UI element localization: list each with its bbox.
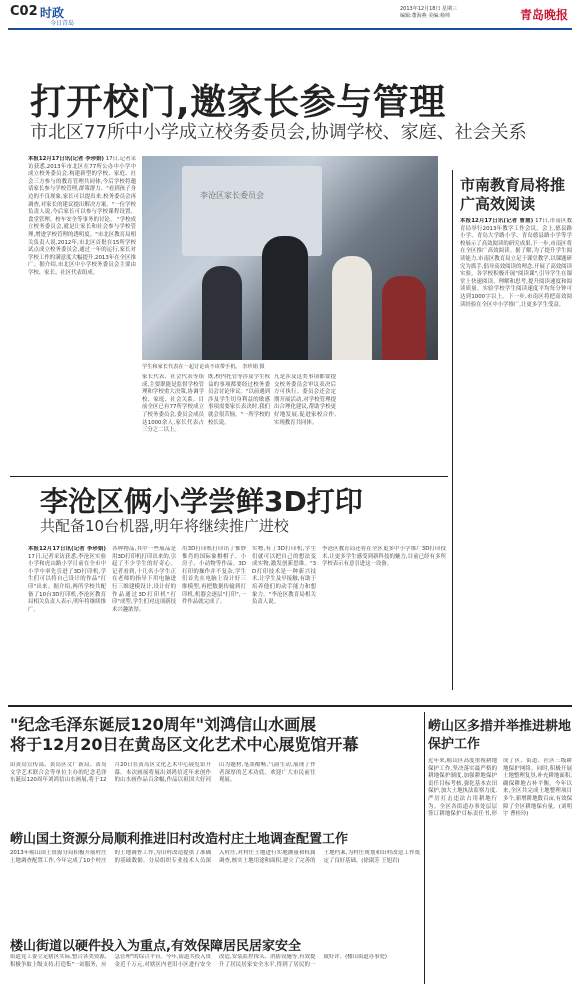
story4-headline: 崂山国土资源分局顺利推进旧村改造村庄土地调查配置工作 bbox=[10, 832, 349, 847]
section-code: C02 bbox=[10, 4, 38, 19]
photo-person-3 bbox=[332, 256, 372, 360]
photo-banner-text: 李沧区家长委员会 bbox=[200, 191, 264, 200]
story2-byline: 本报12月17日讯(记者 李珍娟) bbox=[28, 546, 106, 552]
photo-person-2 bbox=[262, 236, 308, 360]
section-subtitle: 今日青岛 bbox=[50, 20, 75, 27]
story2-text-1: 17日,记者采访获悉,李沧区实验小学和虎山路小学日前在全市中小学中率先引进了3D打印机,学生们可以将自己设计的作品"打印"出来。据介绍,两所学校共配备了10台3D打印机,李沧区教育局相关负责人表示,明年将继续推广。 bbox=[28, 553, 106, 613]
story2-subheadline: 共配备10台机器,明年将继续推广进校 bbox=[40, 517, 289, 535]
lead-text-2: "学校成立校务委员会,就是让家长和社会参与学校管理,增进学校管理的透明度。"市北区教育局相关负责人说,2012年,市北区首批在15所学校试点成立校务委员会,通过一年的运行,家长对学校工作的满意度大幅提升,2013年在全区推广。据介绍,市北区中小学校务委员会主要由学校、家长、社区代表组成。 bbox=[28, 216, 136, 276]
sidebar-body bbox=[460, 218, 572, 698]
lead-photo bbox=[142, 156, 438, 360]
issue-meta bbox=[400, 6, 510, 20]
issue-editors: 编辑:董海燕 美编:杨帅 bbox=[400, 13, 450, 19]
lead-column-1 bbox=[28, 156, 136, 472]
sidebar-headline: 市南教育局将推广高效阅读 bbox=[460, 176, 566, 213]
right-divider bbox=[424, 712, 425, 984]
photo-person-4 bbox=[382, 276, 426, 360]
lead-text-1: 17日,记者采访获悉,2013年市北区在77所公办中小学中成立校务委员会,构建新型的学校、家庭、社会三方参与的教育管理共同体,今后学校将邀请家长参与学校管理,群策群力。"看到孩子身边的不良现象,家长可以提出来,校务委员会再调查,对家长的建议提出解决方案。"一位学校负责人说,今后家长可以参与学校课程设置、食堂管理、校车安全等事务的讨论。 bbox=[28, 156, 136, 223]
photo-person-1 bbox=[202, 266, 242, 360]
right-story-headline: 崂山区多措并举推进耕地保护工作 bbox=[428, 719, 572, 752]
lead-column-5: 凡是涉及这类事项都要提交校务委员会审议表决后方可执行。委员会还会定期开展活动,对学校管理提出合理化建议,帮助学校更好地发展,促进家校合作,实现教育共同体。 bbox=[274, 374, 336, 426]
story2-column-2: 各种物品,其中一些展品是用3D打印机打印出来的,引起了不少学生的好奇心。记者看到,十几名小学生正在老师的指导下用电脑进行三维建模设计,设计好的作品通过3D打印机"打印"成型,学生们对这项新技术兴趣浓厚。 bbox=[112, 546, 176, 613]
issue-date: 2013年12月18日 星期三 bbox=[400, 6, 458, 12]
story2-column-1 bbox=[28, 546, 106, 696]
story2-column-5: 李沧区教育局还将在全区更多中小学推广3D打印技术,让更多学生感受到新科技的魅力,目前已经有多所学校表示有意引进这一设备。 bbox=[322, 546, 446, 568]
story2-headline: 李沧区俩小学尝鲜3D打印 bbox=[40, 485, 363, 518]
story3-headline bbox=[10, 715, 430, 755]
story4-body: 2013年崂山国土资源分局积极开展村庄土地调查配置工作,今年完成了10个村庄的土地调查工作,为旧村改造提供了准确的基础数据。分局组织专业技术人员深入村庄,对村庄土地进行实地测量和权属调查,核实土地用途和面积,建立了完善的土地档案,为村庄规划和旧村改造工作奠定了良好基础。(徐淑芳 王旭岩) bbox=[10, 850, 420, 864]
story2-top-rule bbox=[10, 476, 448, 477]
story2-column-4: 实物,有了3D打印机,学生们就可以把自己的想法变成实物,激发创新思维。"3D打印技术是一种新兴技术,让学生及早接触,有助于培养他们的动手能力和想象力。"李沧区教育局相关负责人说。 bbox=[252, 546, 316, 606]
right-story-body: 近年来,崂山区高度重视耕地保护工作,坚决落实最严格的耕地保护制度,加强耕地保护责任目标考核,强化基本农田保护,加大土地执法监察力度,严厉打击违法占用耕地行为。全区各街道办事处层层签订耕地保护目标责任书,形成了区、街道、社区三级耕地保护网络。同时,积极开展土地整理复垦,补充耕地面积,确保耕地占补平衡。今年以来,全区共完成土地整理项目多个,新增耕地数百亩,有效保障了全区耕地保有量。(刘明宇 曹桂玲) bbox=[428, 758, 572, 818]
story3-headline-line2: 将于12月20日在黄岛区文化艺术中心展览馆开幕 bbox=[10, 735, 359, 754]
story3-body: 由黄岛宣传部、黄岛区文广新局、黄岛文学艺术联合会等单位主办的纪念毛泽东诞辰120周年刘鸿信山水画展,将于12月20日在黄岛区文化艺术中心展览馆开幕。本次画展将展出刘鸿信近年来创作的山水画作品百余幅,作品以祖国大好河山为题材,笔墨酣畅,气韵生动,展现了作者深厚的艺术功底。欢迎广大市民前往观展。 bbox=[10, 762, 316, 784]
header-rule bbox=[8, 28, 572, 30]
lead-column-4: 既,校内托管等涉及学生权益的事项都要经过校务委员会讨论审议。"以前遇到涉及学生切身利益的敏感事项需要家长表决时,我们就会很苦恼。"一所学校的校长说。 bbox=[208, 374, 270, 426]
section-rule bbox=[8, 705, 572, 707]
sidebar-divider bbox=[452, 170, 453, 690]
story3-headline-line1: "纪念毛泽东诞辰120周年"刘鸿信山水画展 bbox=[10, 715, 317, 734]
story5-headline: 楼山街道以硬件投入为重点,有效保障居民居家安全 bbox=[10, 939, 301, 954]
lead-column-3: 家长代表、社会代表等组成,主要职能是监督学校管理和学校重大决策,协调学校、家庭、社会关系。目前全区已有77所学校成立了校务委员会,委员会成员达1000余人,家长代表占三分之二以上。 bbox=[142, 374, 204, 434]
photo-caption: 学生和家长代表在一起讨论该不该带手机。 李珍娟 摄 bbox=[142, 364, 265, 370]
newspaper-logo: 青岛晚报 bbox=[520, 8, 569, 22]
story2-column-3: 用3D打印机打印出了惟妙惟肖的国际象棋棋子、小房子、小动物等作品。3D打印的操作并不复杂,学生们首先在电脑上设计好三维模型,再把数据传输到打印机,机器会逐层"打印",一件作品就完成了。 bbox=[182, 546, 246, 606]
sidebar-byline: 本报12月17日讯(记者 曹慧) bbox=[460, 218, 534, 224]
lead-headline: 打开校门,邀家长参与管理 bbox=[30, 82, 446, 123]
lead-subheadline: 市北区77所中小学成立校务委员会,协调学校、家庭、社会关系 bbox=[30, 122, 527, 143]
lead-byline: 本报12月17日讯(记者 李珍娟) bbox=[28, 156, 105, 162]
story5-body: 街道党工委立足辖区实际,整合各类资源,积极争取上级支持,打造集"一站服务、应急管理"的综合平台。今年,街道共投入资金近千万元,对辖区内老旧小区进行安全改造,安装监控探头、消防设施等,有效提升了居民居家安全水平,得到了居民的一致好评。(楼山街道办事处) bbox=[10, 954, 388, 968]
sidebar-text: 17日,市南区教育局举行2013年教学工作会议。会上,德县路小学、青岛大学路小学、青岛德县路小学等学校展示了高效阅读的研究成果,下一步,市南区将在全区推广高效阅读。据了解,为了提升学生阅读能力,市南区教育局立足于课堂教学,以课题研究为抓手,倡导高效阅读的理念,开展了高效阅读实验。各学校积极开展"阅读课",引导学生在课堂上快速阅读、理解和思考,提升阅读速度和阅读质量。实验学校学生阅读速度平均每分钟可达到1000字以上。下一步,市南区将把高效阅读经验在全区中小学推广,让更多学生受益。 bbox=[460, 218, 572, 308]
section-name: 时政 bbox=[40, 6, 65, 20]
